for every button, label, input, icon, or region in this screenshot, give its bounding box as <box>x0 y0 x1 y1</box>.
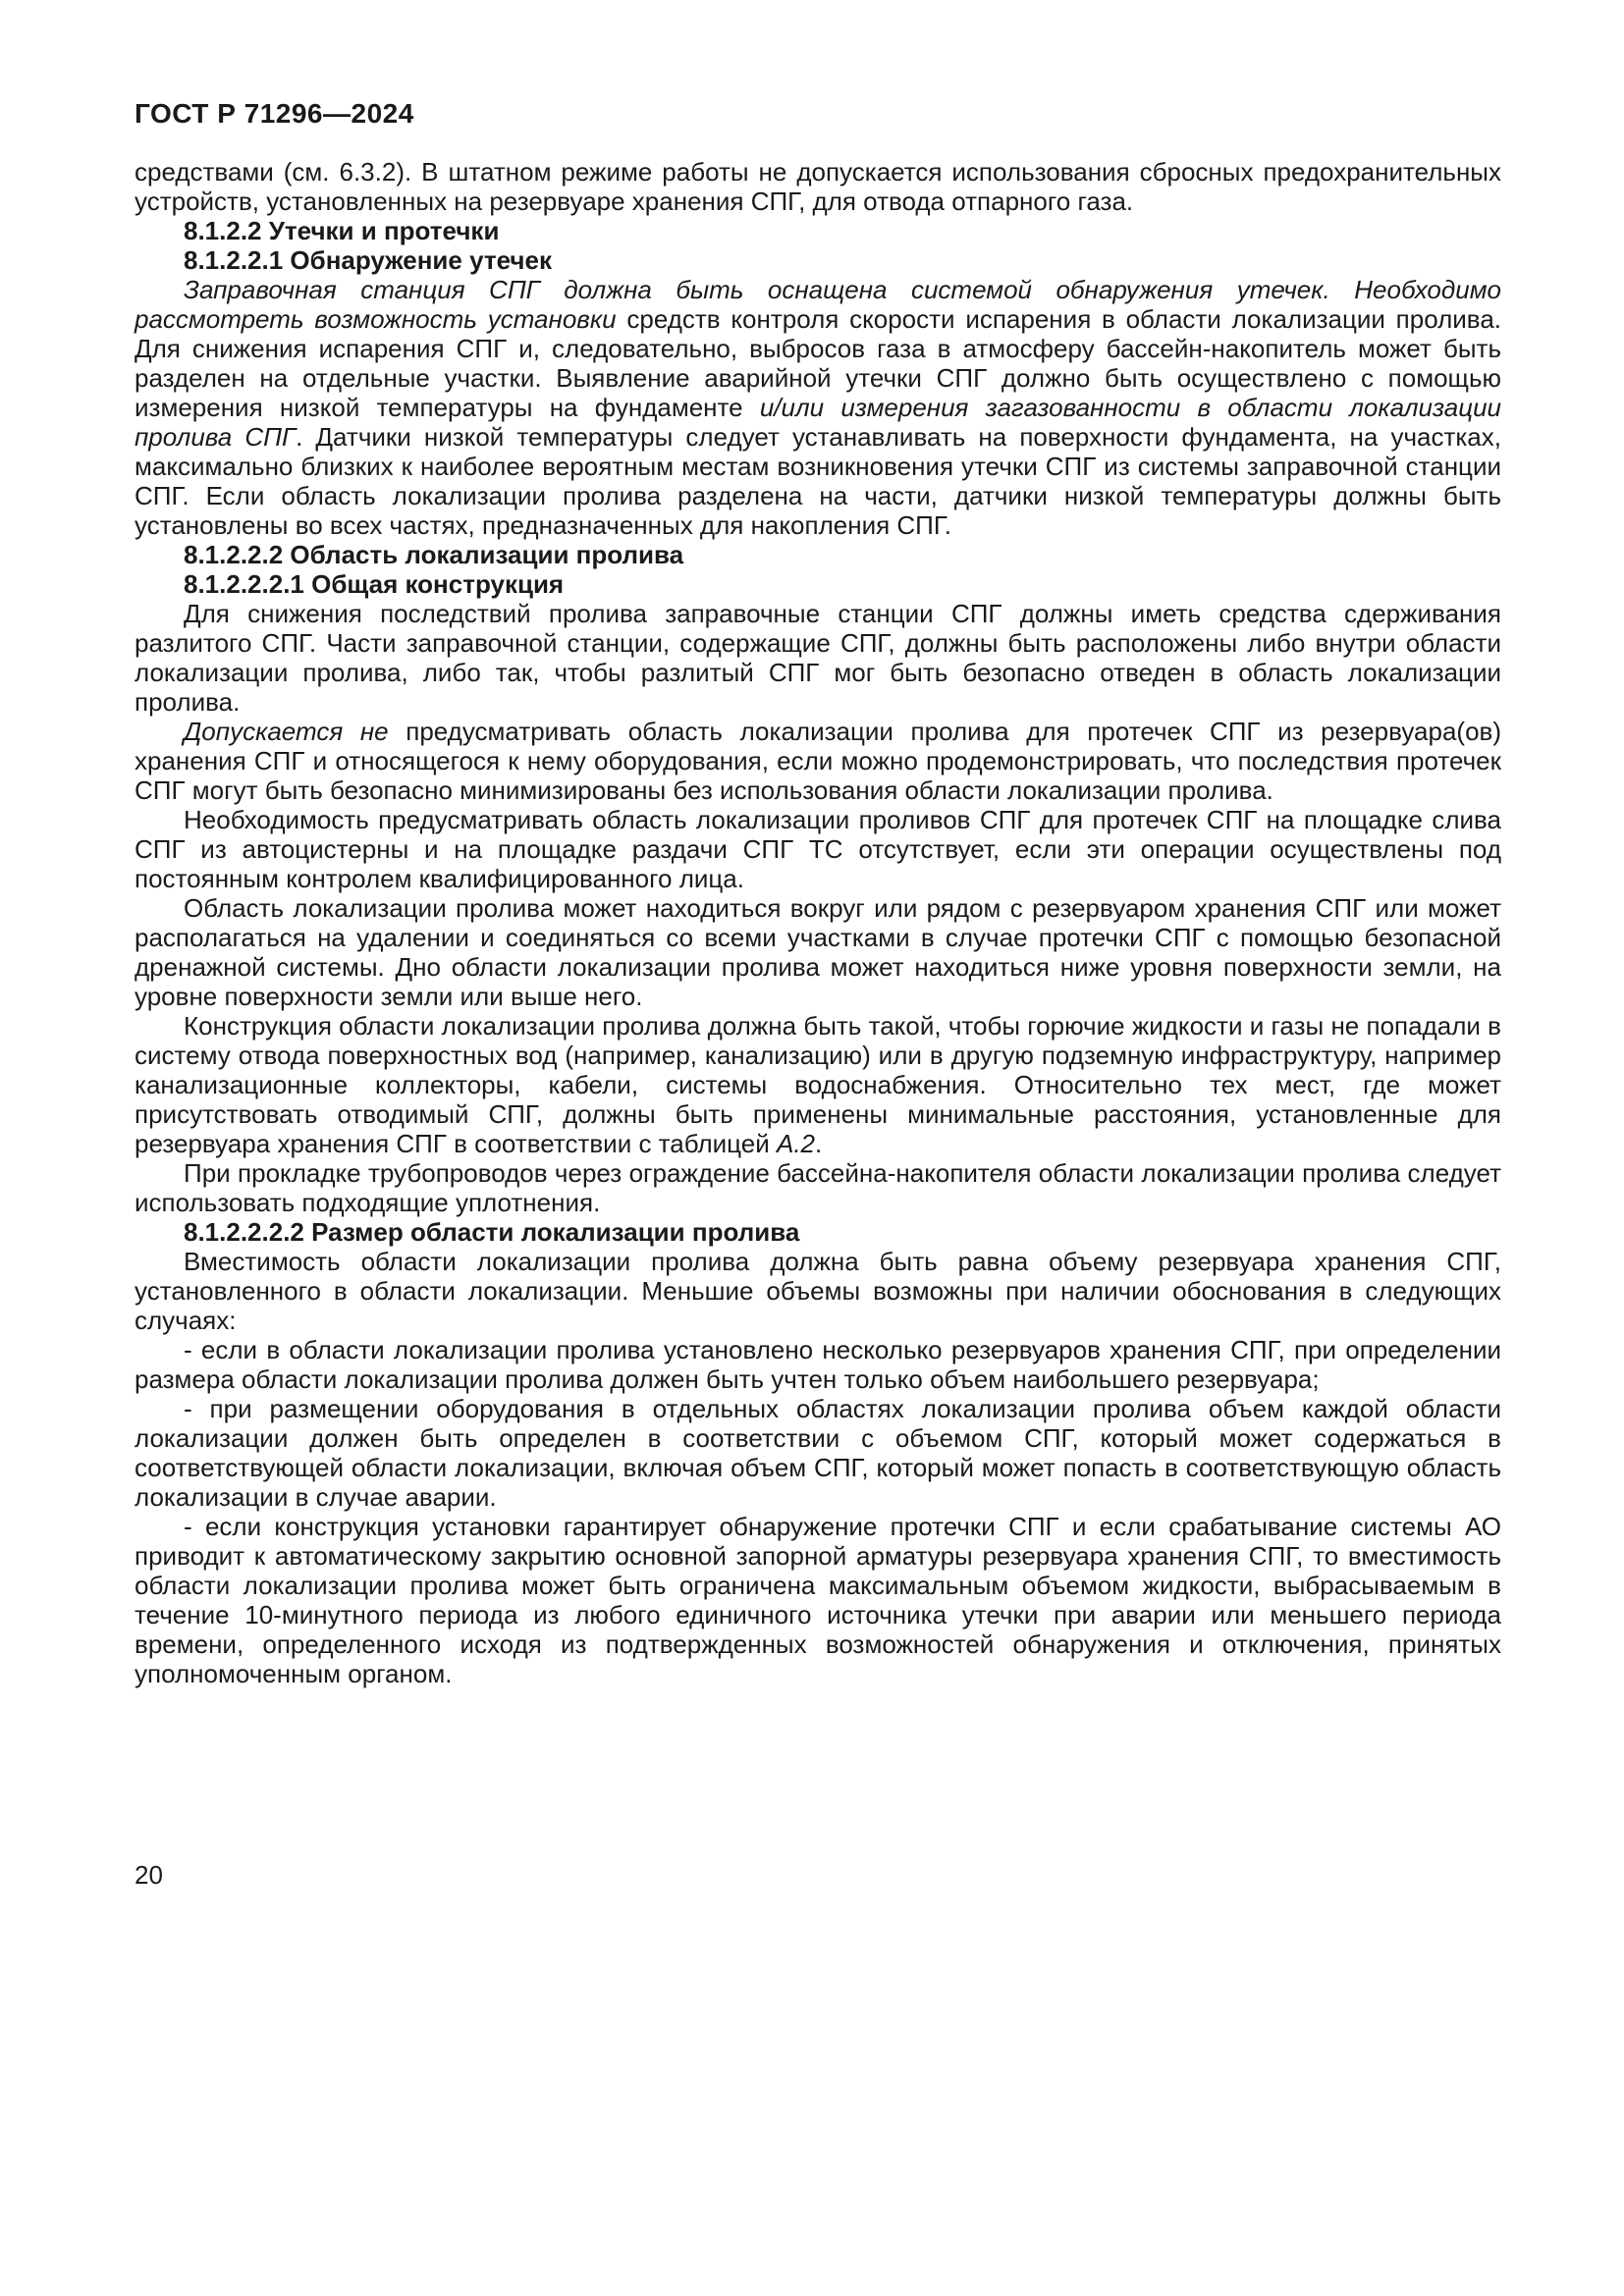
section-heading <box>135 216 1501 245</box>
section-heading <box>135 540 1501 569</box>
text-run: Область локализации пролива может находиться вокруг или рядом с резервуаром хранения СПГ или может располагаться на удалении и соединяться со всеми участками в случае протечки СПГ с помощью безопасной дренажной системы. Дно области локализации пролива может находиться ниже уровня поверхности земли, на уровне поверхности земли или выше него. <box>135 893 1501 1011</box>
text-run: предусматривать область локализации пролива для протечек СПГ из резервуара(ов) хранения СПГ и относящегося к нему оборудования, если можно продемонстрировать, что последствия протечек СПГ могут быть безопасно минимизированы без использования области локализации пролива. <box>135 717 1501 805</box>
section-heading <box>135 245 1501 275</box>
italic-text-run: Допускается не <box>184 717 389 746</box>
text-run: Вместимость области локализации пролива должна быть равна объему резервуара хранения СПГ, установленного в области локализации. Меньшие объемы возможны при наличии обоснования в следующих случаях: <box>135 1247 1501 1335</box>
text-run: Конструкция области локализации пролива должна быть такой, чтобы горючие жидкости и газы не попадали в систему отвода поверхностных вод (например, канализацию) или в другую подземную инфраструктуру, например канализационные коллекторы, кабели, системы водоснабжения. Относительно тех мест, где может присутствовать отводимый СПГ, должны быть применены минимальные расстояния, установленные для резервуара хранения СПГ в соответствии с таблицей <box>135 1011 1501 1158</box>
text-run: 8.1.2.2.1 Обнаружение утечек <box>184 245 552 275</box>
text-run: 8.1.2.2.2 Область локализации пролива <box>184 540 684 569</box>
section-heading <box>135 569 1501 599</box>
paragraph <box>135 1158 1501 1217</box>
paragraph <box>135 805 1501 893</box>
paragraph <box>135 1247 1501 1335</box>
text-run: При прокладке трубопроводов через ограждение бассейна-накопителя области локализации пролива следует использовать подходящие уплотнения. <box>135 1158 1501 1217</box>
paragraph <box>135 1512 1501 1688</box>
text-run: - если конструкция установки гарантирует обнаружение протечки СПГ и если срабатывание системы АО приводит к автоматическому закрытию основной запорной арматуры резервуара хранения СПГ, то вместимость области локализации пролива может быть ограничена максимальным объемом жидкости, выбрасываемым в течение 10-минутного периода из любого единичного источника утечки при аварии или меньшего периода времени, определенного исходя из подтвержденных возможностей обнаружения и отключения, принятых уполномоченным органом. <box>135 1512 1501 1688</box>
paragraph <box>135 717 1501 805</box>
page-number: 20 <box>135 1860 163 1890</box>
italic-text-run: Заправочная станция СПГ должна быть оснащена системой обнаружения утечек. Необходимо рассмотреть возможность установки <box>135 275 1501 334</box>
text-run: . <box>815 1129 823 1158</box>
paragraph <box>135 1011 1501 1158</box>
text-run: - при размещении оборудования в отдельных областях локализации пролива объем каждой области локализации должен быть определен в соответствии с объемом СПГ, который может содержаться в соответствующей области локализации, включая объем СПГ, который может попасть в соответствующую область локализации в случае аварии. <box>135 1394 1501 1512</box>
text-run: средств контроля скорости испарения в области локализации пролива. Для снижения испарения СПГ и, следовательно, выбросов газа в атмосферу бассейн-накопитель может быть разделен на отдельные участки. Выявление аварийной утечки СПГ должно быть осуществлено с помощью измерения низкой температуры на фундаменте <box>135 304 1502 422</box>
paragraph <box>135 157 1501 216</box>
text-run: средствами (см. 6.3.2). В штатном режиме работы не допускается использования сбросных предохранительных устройств, установленных на резервуаре хранения СПГ, для отвода отпарного газа. <box>135 157 1501 216</box>
paragraph <box>135 1335 1501 1394</box>
text-run: Для снижения последствий пролива заправочные станции СПГ должны иметь средства сдерживания разлитого СПГ. Части заправочной станции, содержащие СПГ, должны быть расположены либо внутри области локализации пролива, либо так, чтобы разлитый СПГ мог быть безопасно отведен в область локализации пролива. <box>135 599 1501 717</box>
document-body <box>135 157 1501 1688</box>
text-run: 8.1.2.2.2.2 Размер области локализации пролива <box>184 1217 800 1247</box>
paragraph <box>135 1394 1501 1512</box>
text-run: 8.1.2.2.2.1 Общая конструкция <box>184 569 565 599</box>
paragraph <box>135 275 1501 540</box>
section-heading <box>135 1217 1501 1247</box>
italic-text-run: А.2 <box>776 1129 816 1158</box>
italic-text-run: и/или измерения загазованности в области локализации пролива СПГ <box>135 393 1501 452</box>
text-run: - если в области локализации пролива установлено несколько резервуаров хранения СПГ, при определении размера области локализации пролива должен быть учтен только объем наибольшего резервуара; <box>135 1335 1501 1394</box>
standard-number: ГОСТ Р 71296—2024 <box>135 98 414 129</box>
text-run: 8.1.2.2 Утечки и протечки <box>184 216 500 245</box>
text-run: Необходимость предусматривать область локализации проливов СПГ для протечек СПГ на площадке слива СПГ из автоцистерны и на площадке раздачи СПГ ТС отсутствует, если эти операции осуществлены под постоянным контролем квалифицированного лица. <box>135 805 1501 893</box>
paragraph <box>135 893 1501 1011</box>
text-run: . Датчики низкой температуры следует устанавливать на поверхности фундамента, на участках, максимально близких к наиболее вероятным местам возникновения утечки СПГ из системы заправочной станции СПГ. Если область локализации пролива разделена на части, датчики низкой температуры должны быть установлены во всех частях, предназначенных для накопления СПГ. <box>135 422 1501 540</box>
document-header <box>135 98 414 130</box>
paragraph <box>135 599 1501 717</box>
